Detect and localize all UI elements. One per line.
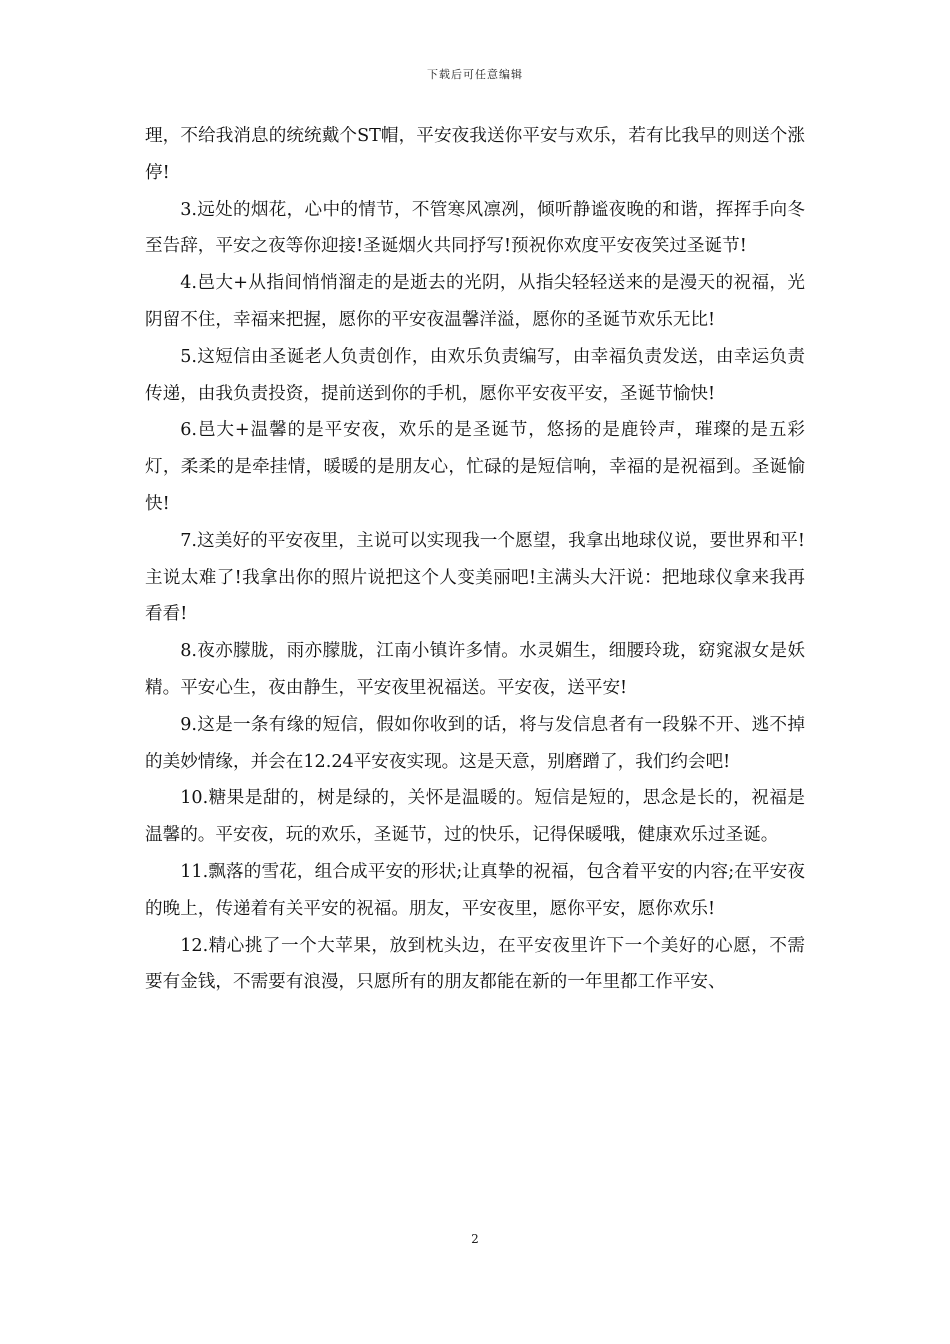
paragraph-item-10: 10.糖果是甜的，树是绿的，关怀是温暖的。短信是短的，思念是长的，祝福是温馨的。平安夜，玩的欢乐，圣诞节，过的快乐，记得保暖哦，健康欢乐过圣诞。 [145, 788, 805, 846]
paragraph-item-5: 5.这短信由圣诞老人负责创作，由欢乐负责编写，由幸福负责发送，由幸运负责传递，由我负责投资，提前送到你的手机，愿你平安夜平安，圣诞节愉快! [145, 346, 805, 404]
paragraph-item-9: 9.这是一条有缘的短信，假如你收到的话，将与发信息者有一段躲不开、逃不掉的美妙情缘，并会在12.24平安夜实现。这是天意，别磨蹭了，我们约会吧! [145, 714, 805, 772]
paragraph-item-4: 4.邑大+从指间悄悄溜走的是逝去的光阴，从指尖轻轻送来的是漫天的祝福，光阴留不住，幸福来把握，愿你的平安夜温馨洋溢，愿你的圣诞节欢乐无比! [145, 273, 805, 330]
paragraph-item-7: 7.这美好的平安夜里，主说可以实现我一个愿望，我拿出地球仪说，要世界和平!主说太难了!我拿出你的照片说把这个人变美丽吧!主满头大汗说：把地球仪拿来我再看看! [145, 530, 805, 625]
paragraph-item-11: 11.飘落的雪花，组合成平安的形状;让真挚的祝福，包含着平安的内容;在平安夜的晚上，传递着有关平安的祝福。朋友，平安夜里，愿你平安，愿你欢乐! [145, 861, 805, 919]
paragraph-item-8: 8.夜亦朦胧，雨亦朦胧，江南小镇许多情。水灵媚生，细腰玲珑，窈窕淑女是妖精。平安心生，夜由静生，平安夜里祝福送。平安夜，送平安! [145, 641, 805, 698]
paragraph-continued: 理，不给我消息的统统戴个ST帽，平安夜我送你平安与欢乐，若有比我早的则送个涨停! [145, 126, 805, 183]
paragraph-item-6: 6.邑大+温馨的是平安夜，欢乐的是圣诞节，悠扬的是鹿铃声，璀璨的是五彩灯，柔柔的是牵挂情，暖暖的是朋友心，忙碌的是短信响，幸福的是祝福到。圣诞愉快! [145, 420, 805, 514]
document-body [145, 118, 805, 1001]
paragraph-item-3: 3.远处的烟花，心中的情节，不管寒风凛冽，倾听静谧夜晚的和谐，挥挥手向冬至告辞，平安之夜等你迎接!圣诞烟火共同抒写!预祝你欢度平安夜笑过圣诞节! [145, 199, 805, 257]
page-header: 下载后可任意编辑 [427, 68, 523, 81]
page-number: 2 [471, 1232, 479, 1246]
paragraph-item-12: 12.精心挑了一个大苹果，放到枕头边，在平安夜里许下一个美好的心愿，不需要有金钱，不需要有浪漫，只愿所有的朋友都能在新的一年里都工作平安、 [145, 935, 805, 993]
